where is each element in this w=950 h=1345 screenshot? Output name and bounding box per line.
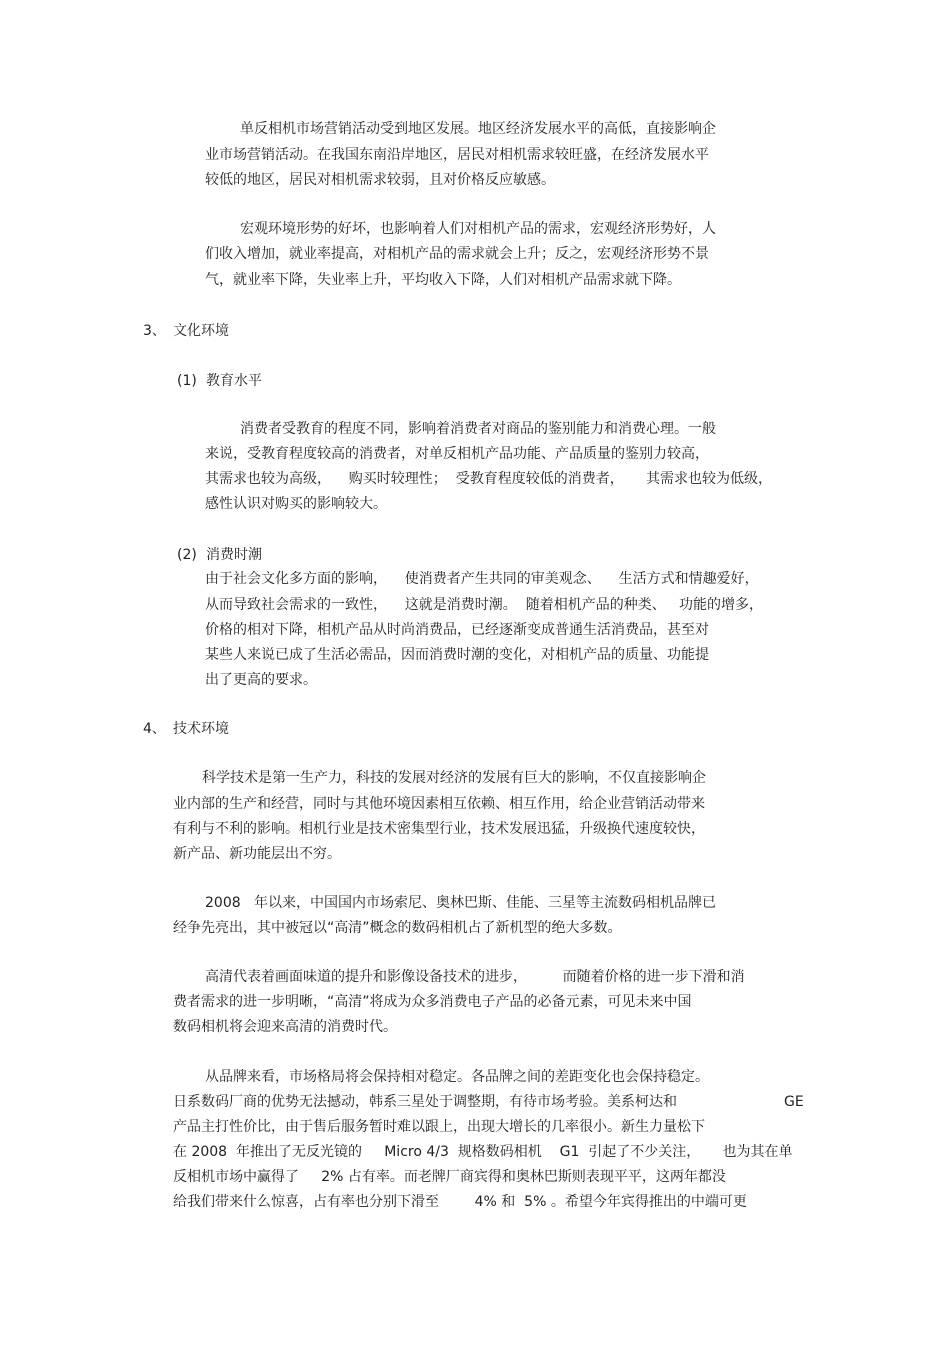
para1-line-1: 单反相机市场营销活动受到地区发展。地区经济发展水平的高低，直接影响企 — [240, 121, 716, 137]
para5-line-4: 新产品、新功能层出不穷。 — [173, 846, 341, 862]
section4-number: 4、 — [143, 721, 166, 737]
para4-line-3: 价格的相对下降，相机产品从时尚消费品，已经逐渐变成普通生活消费品，甚至对 — [205, 622, 709, 638]
para2-line-3: 气，就业率下降，失业率上升，平均收入下降，人们对相机产品需求就下降。 — [205, 272, 681, 288]
section4-title: 技术环境 — [173, 721, 229, 737]
para8-line-5: 反相机市场中赢得了 2% 占有率。而老牌厂商宾得和奥林巴斯则表现平平，这两年都没 — [173, 1169, 726, 1185]
para7-line-3: 数码相机将会迎来高清的消费时代。 — [173, 1019, 397, 1035]
para3-line-1: 消费者受教育的程度不同，影响着消费者对商品的鉴别能力和消费心理。一般 — [240, 421, 716, 437]
section3-title: 文化环境 — [173, 323, 229, 339]
para8-line-2: 日系数码厂商的优势无法撼动，韩系三星处于调整期，有待市场考验。美系柯达和 — [173, 1094, 677, 1110]
para8-line-6: 给我们带来什么惊喜，占有率也分别下滑至 4% 和 5% 。希望今年宾得推出的中端可更 — [173, 1194, 747, 1210]
para4-line-4: 某些人来说已成了生活必需品，因而消费时潮的变化，对相机产品的质量、功能提 — [205, 647, 709, 663]
para3-line-4: 感性认识对购买的影响较大。 — [205, 496, 387, 512]
para8-line-3: 产品主打性价比，由于售后服务暂时难以跟上，出现大增长的几率很小。新生力量松下 — [173, 1119, 705, 1135]
sub2-number: (2) — [177, 547, 197, 563]
para7-line-2: 费者需求的进一步明晰，“高清”将成为众多消费电子产品的必备元素，可见未来中国 — [173, 994, 692, 1010]
para1-line-3: 较低的地区，居民对相机需求较弱，且对价格反应敏感。 — [205, 172, 555, 188]
para4-line-5: 出了更高的要求。 — [205, 672, 317, 688]
sub1-title: 教育水平 — [206, 373, 262, 389]
section3-number: 3、 — [143, 323, 166, 339]
para5-line-3: 有利与不利的影响。相机行业是技术密集型行业，技术发展迅猛，升级换代速度较快， — [173, 821, 705, 837]
para4-line-1: 由于社会文化多方面的影响， 使消费者产生共同的审美观念、 生活方式和情趣爱好， — [205, 571, 759, 587]
para5-line-2: 业内部的生产和经营，同时与其他环境因素相互依赖、相互作用，给企业营销活动带来 — [173, 796, 705, 812]
para8-line-4: 在 2008 年推出了无反光镜的 Micro 4/3 规格数码相机 G1 引起了不少关注， 也为其在单 — [173, 1144, 793, 1160]
para7-line-1: 高清代表着画面味道的提升和影像设备技术的进步， 而随着价格的进一步下滑和消 — [205, 969, 745, 985]
para1-line-2: 业市场营销活动。在我国东南沿岸地区，居民对相机需求较旺盛，在经济发展水平 — [205, 147, 709, 163]
sub1-number: (1) — [177, 373, 197, 389]
para6-line-1: 2008 年以来，中国国内市场索尼、奥林巴斯、佳能、三星等主流数码相机品牌已 — [205, 895, 716, 911]
para6-line-2: 经争先亮出，其中被冠以“高清”概念的数码相机占了新机型的绝大多数。 — [173, 920, 622, 936]
para3-line-2: 来说，受教育程度较高的消费者，对单反相机产品功能、产品质量的鉴别力较高， — [205, 446, 709, 462]
para2-line-2: 们收入增加，就业率提高，对相机产品的需求就会上升；反之，宏观经济形势不景 — [205, 246, 709, 262]
para8-line-1: 从品牌来看，市场格局将会保持相对稳定。各品牌之间的差距变化也会保持稳定。 — [205, 1069, 709, 1085]
para4-line-2: 从而导致社会需求的一致性， 这就是消费时潮。 随着相机产品的种类、 功能的增多， — [205, 597, 764, 613]
para3-line-3: 其需求也较为高级， 购买时较理性； 受教育程度较低的消费者， 其需求也较为低级， — [205, 471, 772, 487]
para5-line-1: 科学技术是第一生产力，科技的发展对经济的发展有巨大的影响，不仅直接影响企 — [202, 770, 706, 786]
para8-ge-text: GE — [784, 1094, 804, 1110]
para2-line-1: 宏观环境形势的好坏，也影响着人们对相机产品的需求，宏观经济形势好，人 — [240, 221, 716, 237]
sub2-title: 消费时潮 — [206, 547, 262, 563]
